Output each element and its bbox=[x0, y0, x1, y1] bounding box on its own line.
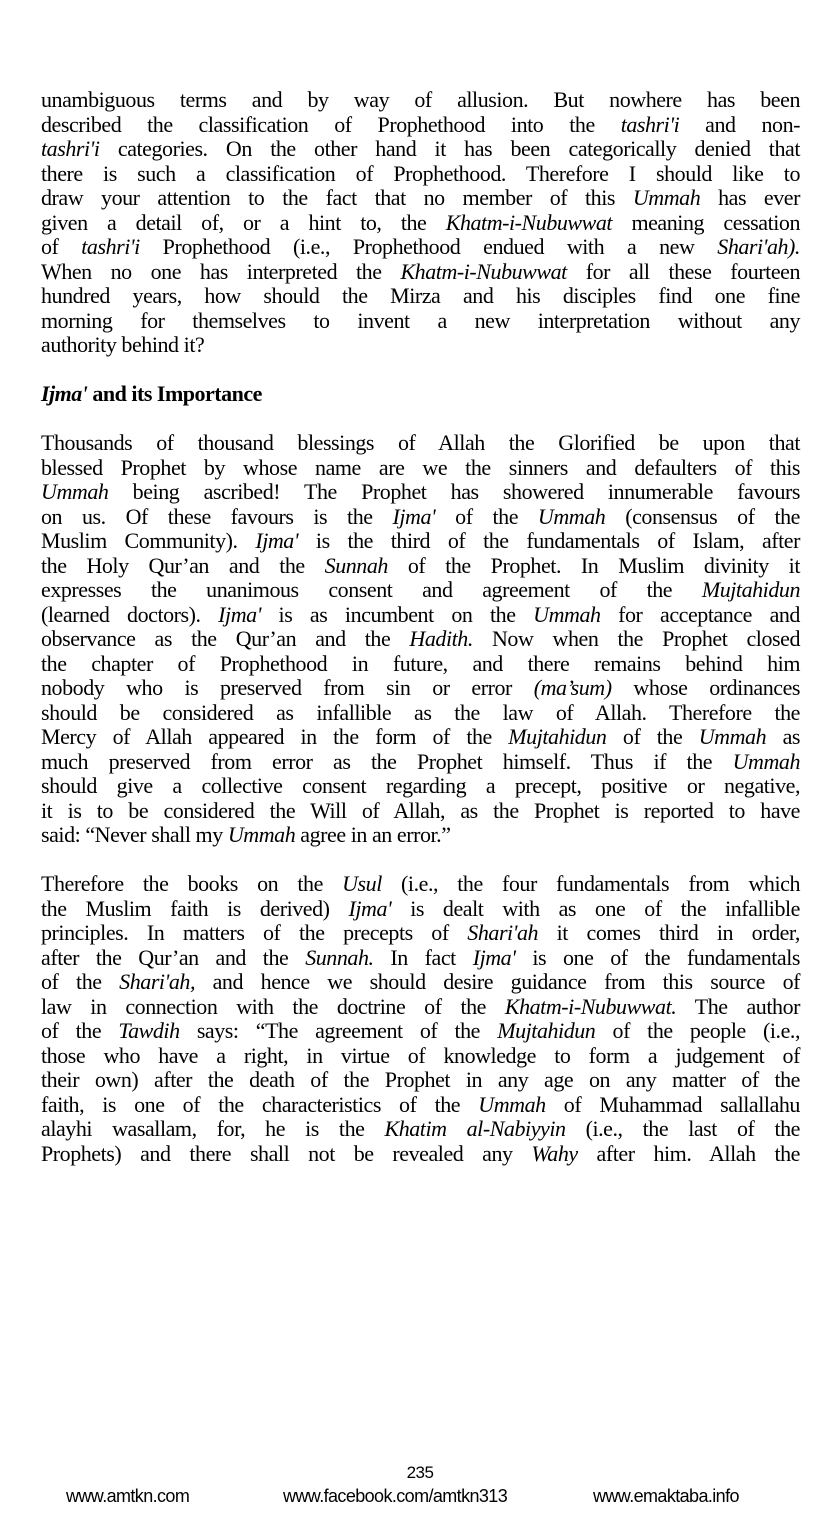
text-line: of the Tawdih says: “The agreement of the Mujtahidun of the people (i.e., bbox=[41, 1018, 800, 1043]
text-line: of tashri'i Prophethood (i.e., Prophethood endued with a new Shari'ah). bbox=[41, 234, 800, 259]
italic-term: Sunnah. bbox=[305, 944, 374, 970]
text-line: the chapter of Prophethood in future, and there remains behind him bbox=[41, 650, 800, 676]
paragraph-3 bbox=[41, 872, 800, 1166]
italic-term: tashri'i bbox=[620, 111, 680, 137]
italic-term: Ummah bbox=[41, 479, 109, 504]
text-line: Therefore the books on the Usul (i.e., the four fundamentals from which bbox=[41, 871, 800, 896]
italic-term: Mujtahidun bbox=[508, 724, 607, 749]
text-line: faith, is one of the characteristics of the Ummah of Muhammad sallallahu bbox=[41, 1091, 800, 1117]
paragraph-gap bbox=[41, 407, 800, 432]
italic-term: Ijma' bbox=[392, 503, 436, 529]
text-line: Muslim Community). Ijma' is the third of the fundamentals of Islam, after bbox=[41, 528, 800, 553]
paragraph-1 bbox=[41, 88, 800, 358]
text-line: should be considered as infallible as the law of Allah. Therefore the bbox=[41, 699, 800, 725]
text-line: (learned doctors). Ijma' is as incumbent on the Ummah for acceptance and bbox=[41, 601, 800, 627]
italic-term: Ijma' bbox=[348, 895, 392, 921]
page-number: 235 bbox=[406, 1463, 434, 1482]
text-line: hundred years, how should the Mirza and his disciples find one fine bbox=[41, 283, 800, 308]
italic-term: Tawdih bbox=[118, 1018, 180, 1043]
text-line: given a detail of, or a hint to, the Khatm-i-Nubuwwat meaning cessation bbox=[41, 209, 800, 235]
italic-term: Ijma' bbox=[218, 601, 261, 627]
text-line: expresses the unanimous consent and agreement of the Mujtahidun bbox=[41, 577, 800, 602]
italic-term: Ummah bbox=[698, 724, 767, 749]
text-line: morning for themselves to invent a new interpretation without any bbox=[41, 307, 800, 333]
text-line: alayhi wasallam, for, he is the Khatim al-Nabiyyin (i.e., the last of the bbox=[41, 1116, 800, 1141]
paragraph-2 bbox=[41, 431, 800, 848]
section-heading bbox=[41, 382, 800, 407]
italic-term: Khatm-i-Nubuwwat. bbox=[504, 993, 677, 1019]
italic-term: tashri'i bbox=[41, 136, 100, 161]
text-line: draw your attention to the fact that no member of this Ummah has ever bbox=[41, 185, 800, 210]
text-line: much preserved from error as the Prophet himself. Thus if the Ummah bbox=[41, 748, 800, 774]
text-line: there is such a classification of Prophethood. Therefore I should like to bbox=[41, 160, 800, 186]
page-body bbox=[41, 88, 800, 1166]
text-line: observance as the Qur’an and the Hadith. Now when the Prophet closed bbox=[41, 626, 800, 651]
italic-term: Mujtahidun bbox=[497, 1018, 596, 1043]
italic-term: Shari'ah). bbox=[717, 234, 800, 259]
italic-term: Ijma' bbox=[255, 528, 299, 553]
text-line: on us. Of these favours is the Ijma' of the Ummah (consensus of the bbox=[41, 503, 800, 529]
text-line: it is to be considered the Will of Allah, as the Prophet is reported to have bbox=[41, 797, 800, 823]
text-line: Thousands of thousand blessings of Allah the Glorified be upon that bbox=[41, 430, 800, 455]
text-line: When no one has interpreted the Khatm-i-Nubuwwat for all these fourteen bbox=[41, 258, 800, 284]
text-line: Mercy of Allah appeared in the form of the Mujtahidun of the Ummah as bbox=[41, 724, 800, 749]
italic-term: Ummah bbox=[632, 185, 701, 210]
text-line: authority behind it? bbox=[41, 332, 205, 357]
text-line: described the classification of Prophethood into the tashri'i and non- bbox=[41, 111, 800, 137]
text-line: said: “Never shall my Ummah agree in an error.” bbox=[41, 822, 451, 847]
italic-term: Ummah bbox=[537, 503, 606, 529]
text-line: unambiguous terms and by way of allusion. But nowhere has been bbox=[41, 87, 800, 112]
text-line: the Holy Qur’an and the Sunnah of the Prophet. In Muslim divinity it bbox=[41, 552, 800, 578]
italic-term: Khatm-i-Nubuwwat bbox=[445, 209, 613, 235]
text-line: law in connection with the doctrine of the Khatm-i-Nubuwwat. The author bbox=[41, 993, 800, 1019]
italic-term: Khatm-i-Nubuwwat bbox=[400, 258, 567, 284]
text-line: Ummah being ascribed! The Prophet has showered innumerable favours bbox=[41, 479, 800, 504]
italic-term: Khatim al-Nabiyyin bbox=[384, 1116, 566, 1141]
italic-term: Shari'ah, bbox=[119, 969, 196, 994]
italic-term: Mujtahidun bbox=[701, 577, 800, 602]
italic-term: Ijma' bbox=[472, 944, 516, 970]
italic-term: Ummah bbox=[478, 1091, 546, 1117]
italic-term: Ummah bbox=[533, 601, 601, 627]
italic-term: Ummah bbox=[732, 748, 800, 774]
paragraph-gap bbox=[41, 358, 800, 383]
paragraph-gap bbox=[41, 848, 800, 873]
heading-text: and its Importance bbox=[87, 381, 262, 406]
italic-term: Usul bbox=[342, 871, 382, 896]
text-line: blessed Prophet by whose name are we the sinners and defaulters of this bbox=[41, 454, 800, 480]
italic-term: Hadith. bbox=[409, 626, 473, 651]
text-line: principles. In matters of the precepts of Shari'ah it comes third in order, bbox=[41, 920, 800, 945]
italic-term: (ma’sum) bbox=[533, 675, 612, 700]
text-line: their own) after the death of the Prophet in any age on any matter of the bbox=[41, 1067, 800, 1092]
text-line: Prophets) and there shall not be revealed any Wahy after him. Allah the bbox=[41, 1140, 800, 1166]
text-line: those who have a right, in virtue of knowledge to form a judgement of bbox=[41, 1042, 800, 1068]
text-line: after the Qur’an and the Sunnah. In fact Ijma' is one of the fundamentals bbox=[41, 944, 801, 970]
italic-term: Ummah bbox=[227, 822, 296, 847]
text-line: the Muslim faith is derived) Ijma' is dealt with as one of the infallible bbox=[41, 895, 800, 921]
italic-term: Wahy bbox=[531, 1140, 578, 1166]
text-line: should give a collective consent regarding a precept, positive or negative, bbox=[41, 773, 800, 798]
text-line: of the Shari'ah, and hence we should desire guidance from this source of bbox=[41, 969, 800, 994]
text-line: nobody who is preserved from sin or error (ma’sum) whose ordinances bbox=[41, 675, 800, 700]
footer-link-emaktaba[interactable]: www.emaktaba.info bbox=[593, 1486, 739, 1506]
text-line: tashri'i categories. On the other hand it has been categorically denied that bbox=[41, 136, 800, 161]
footer-link-facebook[interactable]: www.facebook.com/amtkn313 bbox=[283, 1486, 508, 1506]
italic-term: Sunnah bbox=[324, 552, 388, 578]
footer-link-amtkn[interactable]: www.amtkn.com bbox=[66, 1486, 190, 1506]
italic-term: tashri'i bbox=[81, 234, 140, 259]
italic-term: Shari'ah bbox=[467, 920, 539, 945]
heading-italic: Ijma' bbox=[41, 381, 88, 406]
